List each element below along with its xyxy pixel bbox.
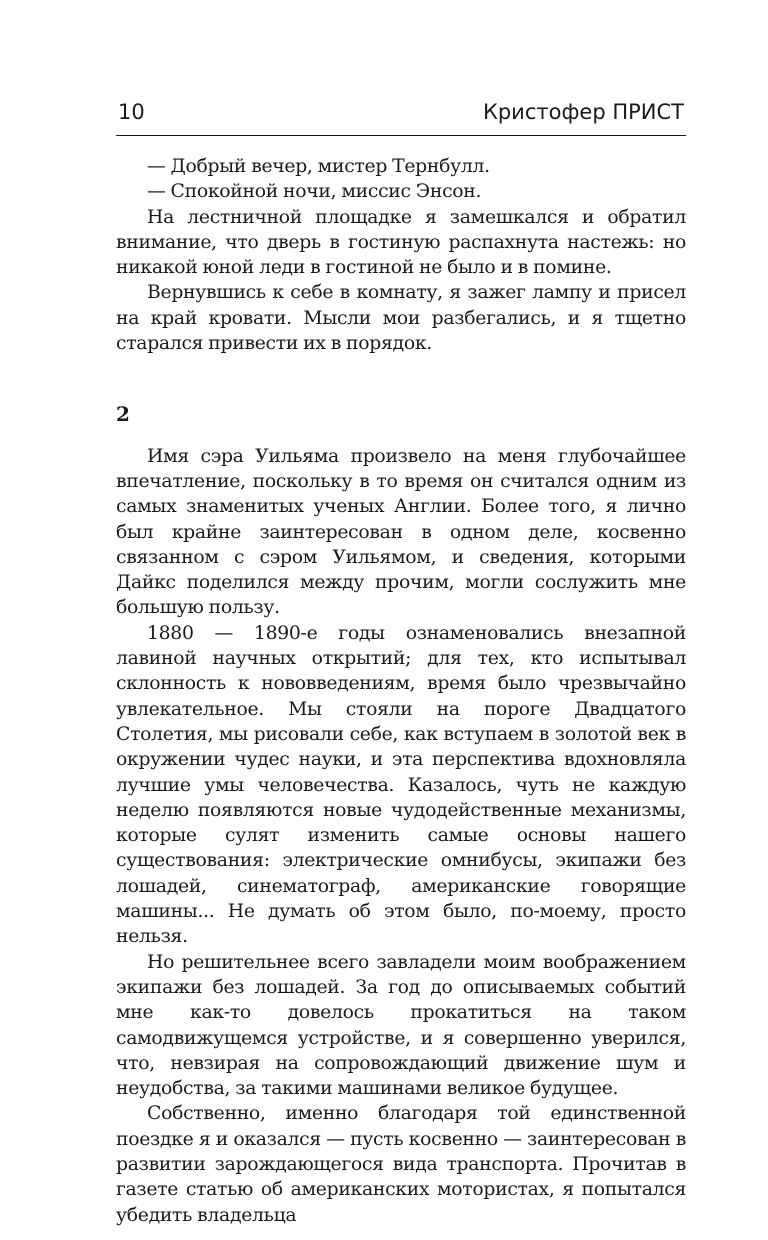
paragraph: Собственно, именно благодаря той единственной поездке я и оказался — пусть косвенно — заинтересован в развитии зарождающегося вида транспорта. Прочитав в газете статью об американских мотористах, я попытался убедить владельца xyxy=(116,1103,686,1226)
section-gap xyxy=(116,356,686,402)
paragraph: Имя сэра Уильяма произвело на меня глубочайшее впечатление, поскольку в то время он считался одним из самых знаменитых ученых Англии. Более того, я лично был крайне заинтересован в одном деле, косвенно связанном с сэром Уильямом, и сведения, которыми Дайкс поделился между прочим, могли сослужить мне большую пользу. xyxy=(116,445,686,619)
page-header xyxy=(116,96,686,132)
paragraph: Но решительнее всего завладели моим воображением экипажи без лошадей. За год до описываемых событий мне как-то довелось прокатиться на таком самодвижущемся устройстве, и я совершенно уверился, что, невзирая на сопровождающий движение шум и неудобства, за такими машинами великое будущее. xyxy=(116,951,686,1100)
dialogue-line: — Спокойной ночи, миссис Энсон. xyxy=(147,181,482,203)
paragraph: 1880 — 1890-е годы ознаменовались внезапной лавиной научных открытий; для тех, кто испытывал склонность к нововведениям, время было чрезвычайно увлекательное. Мы стояли на пороге Двадцатого Столетия, мы рисовали себе, как вступаем в золотой век в окружении чудес науки, и эта перспектива вдохновляла лучшие умы человечества. Казалось, чуть не каждую неделю появляются новые чудодейственные механизмы, которые сулят изменить самые основы нашего существования: электрические омнибусы, экипажи без лошадей, синематограф, американские говорящие машины... Не думать об этом было, по-моему, просто нельзя. xyxy=(116,622,686,948)
body-text xyxy=(116,154,686,1228)
paragraph: На лестничной площадке я замешкался и обратил внимание, что дверь в гостиную распахнута настежь: но никакой юной леди в гостиной не было и в помине. xyxy=(116,206,686,279)
chapter-number: 2 xyxy=(116,402,130,427)
running-head: Кристофер ПРИСТ xyxy=(482,100,684,124)
paragraph: Вернувшись к себе в комнату, я зажег лампу и присел на край кровати. Мысли мои разбегались, и я тщетно старался привести их в порядок. xyxy=(116,282,686,355)
section-gap xyxy=(116,428,686,444)
header-rule xyxy=(116,135,686,136)
page-number: 10 xyxy=(118,100,145,124)
dialogue-line: — Добрый вечер, мистер Тернбулл. xyxy=(147,156,490,177)
